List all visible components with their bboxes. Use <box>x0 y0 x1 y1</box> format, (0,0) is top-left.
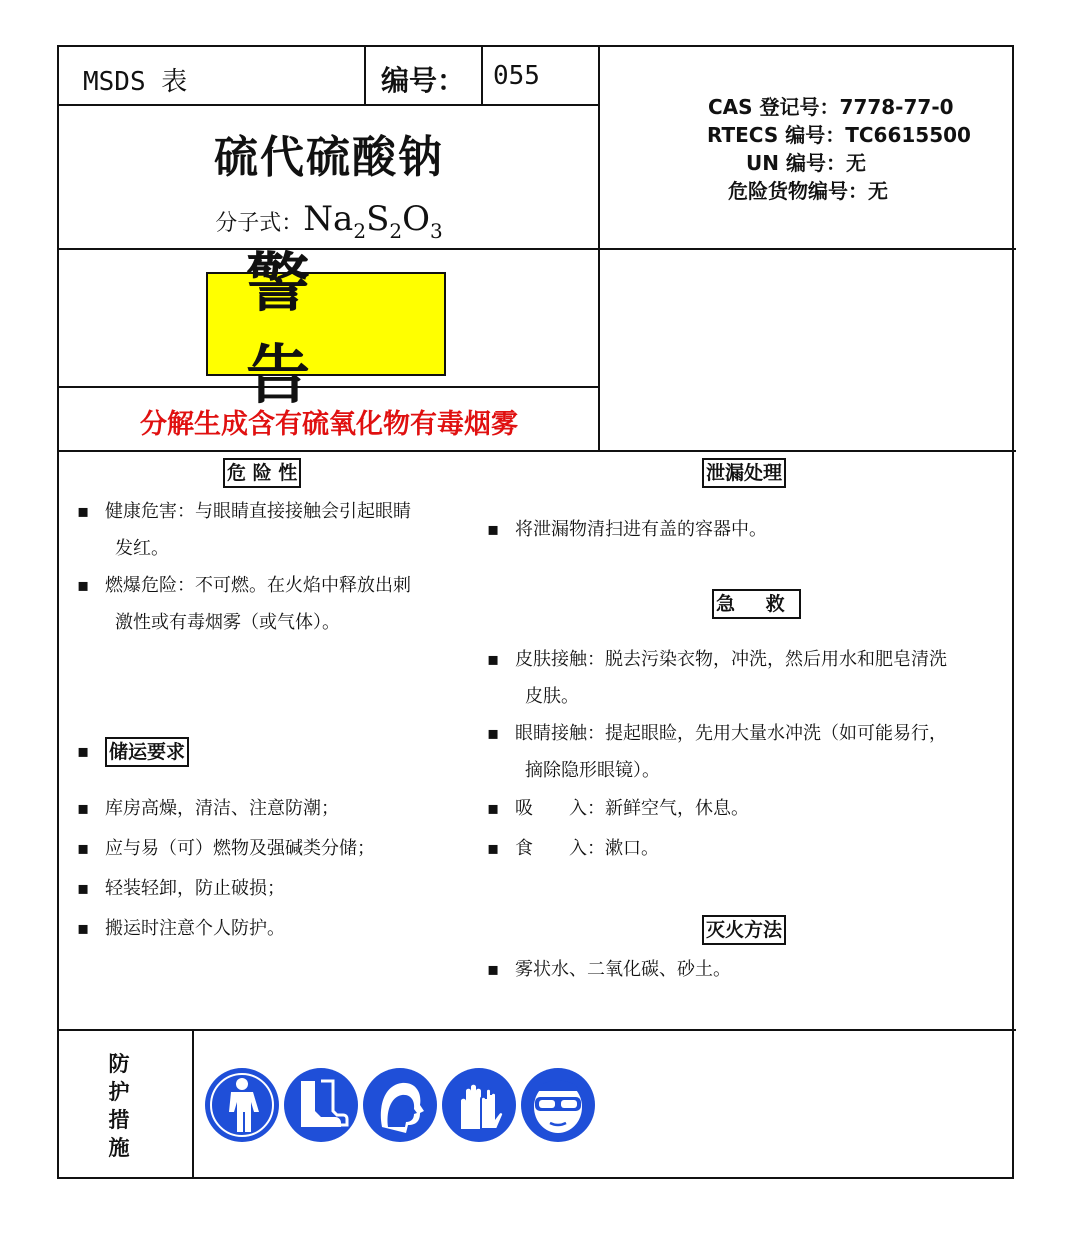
msds-sheet <box>57 45 1014 1179</box>
list-item-text: 燃爆危险：不可燃。在火焰中释放出刺 <box>105 575 411 596</box>
divider <box>59 248 1016 250</box>
protection-label: 防 护 措 施 <box>108 1052 130 1160</box>
signal-word-box <box>206 247 446 413</box>
bullet: ▪ <box>487 649 500 670</box>
list-item-text: 食 入：漱口。 <box>515 838 659 859</box>
bullet: ▪ <box>487 838 500 859</box>
formula-label: 分子式： <box>215 211 304 236</box>
list-item-text: 库房高燥，清洁、注意防潮； <box>105 798 339 819</box>
first-aid-heading: 急 救 <box>712 589 801 619</box>
list-item-text: 发红。 <box>115 538 169 559</box>
bullet: ▪ <box>487 798 500 819</box>
hazard-statement: 分解生成含有硫氧化物有毒烟雾 <box>140 409 518 440</box>
safety-boots-icon <box>283 1067 359 1143</box>
list-item-text: 吸 入：新鲜空气，休息。 <box>515 798 749 819</box>
bullet: ▪ <box>77 838 90 859</box>
safety-goggles-icon <box>520 1067 596 1143</box>
divider <box>59 104 599 106</box>
dangerous-goods-number: 危险货物编号：无 <box>728 179 888 203</box>
list-item-text: 将泄漏物清扫进有盖的容器中。 <box>515 519 767 540</box>
bullet: ▪ <box>487 959 500 980</box>
chemical-name: 硫代硫酸钠 <box>214 132 444 183</box>
signal-word: 警告 <box>246 247 348 413</box>
list-item-text: 皮肤。 <box>525 686 579 707</box>
protective-suit-icon <box>204 1067 280 1143</box>
divider <box>364 47 366 104</box>
number-label: 编号： <box>381 64 466 97</box>
storage-heading: 储运要求 <box>105 737 189 767</box>
list-item-text: 皮肤接触：脱去污染衣物，冲洗，然后用水和肥皂清洗 <box>515 649 947 670</box>
msds-label: MSDS 表 <box>83 67 188 97</box>
divider <box>481 47 483 104</box>
formula-value: $Na_2S_2O_3$ <box>303 199 443 243</box>
divider <box>59 1029 1016 1031</box>
hazards-heading: 危 险 性 <box>223 458 301 488</box>
list-item-text: 雾状水、二氧化碳、砂土。 <box>515 959 731 980</box>
number-value: 055 <box>493 61 540 91</box>
bullet: ▪ <box>77 501 90 522</box>
list-item-text: 搬运时注意个人防护。 <box>105 918 285 939</box>
protective-gloves-icon <box>441 1067 517 1143</box>
bullet: ▪ <box>487 519 500 540</box>
cas-number: CAS 登记号：7778-77-0 <box>708 95 954 119</box>
divider <box>192 1029 194 1179</box>
list-item-text: 应与易（可）燃物及强碱类分储； <box>105 838 375 859</box>
identifiers <box>604 93 1014 205</box>
bullet: ▪ <box>77 918 90 939</box>
leak-heading: 泄漏处理 <box>702 458 786 488</box>
un-number: UN 编号：无 <box>746 151 866 175</box>
bullet: ▪ <box>77 575 90 596</box>
list-item-text: 摘除隐形眼镜）。 <box>525 760 660 781</box>
bullet: ▪ <box>487 723 500 744</box>
list-item-text: 激性或有毒烟雾（或气体）。 <box>115 612 340 633</box>
bullet: ▪ <box>77 798 90 819</box>
rtecs-number: RTECS 编号：TC6615500 <box>707 123 971 147</box>
head-protection-icon <box>362 1067 438 1143</box>
bullet: ▪ <box>77 878 90 899</box>
list-item-text: 健康危害：与眼睛直接接触会引起眼睛 <box>105 501 411 522</box>
divider <box>59 450 1016 452</box>
bullet: ▪ <box>77 741 90 762</box>
list-item-text: 轻装轻卸，防止破损； <box>105 878 285 899</box>
fire-heading: 灭火方法 <box>702 915 786 945</box>
list-item-text: 眼睛接触：提起眼睑，先用大量水冲洗（如可能易行， <box>515 723 947 744</box>
